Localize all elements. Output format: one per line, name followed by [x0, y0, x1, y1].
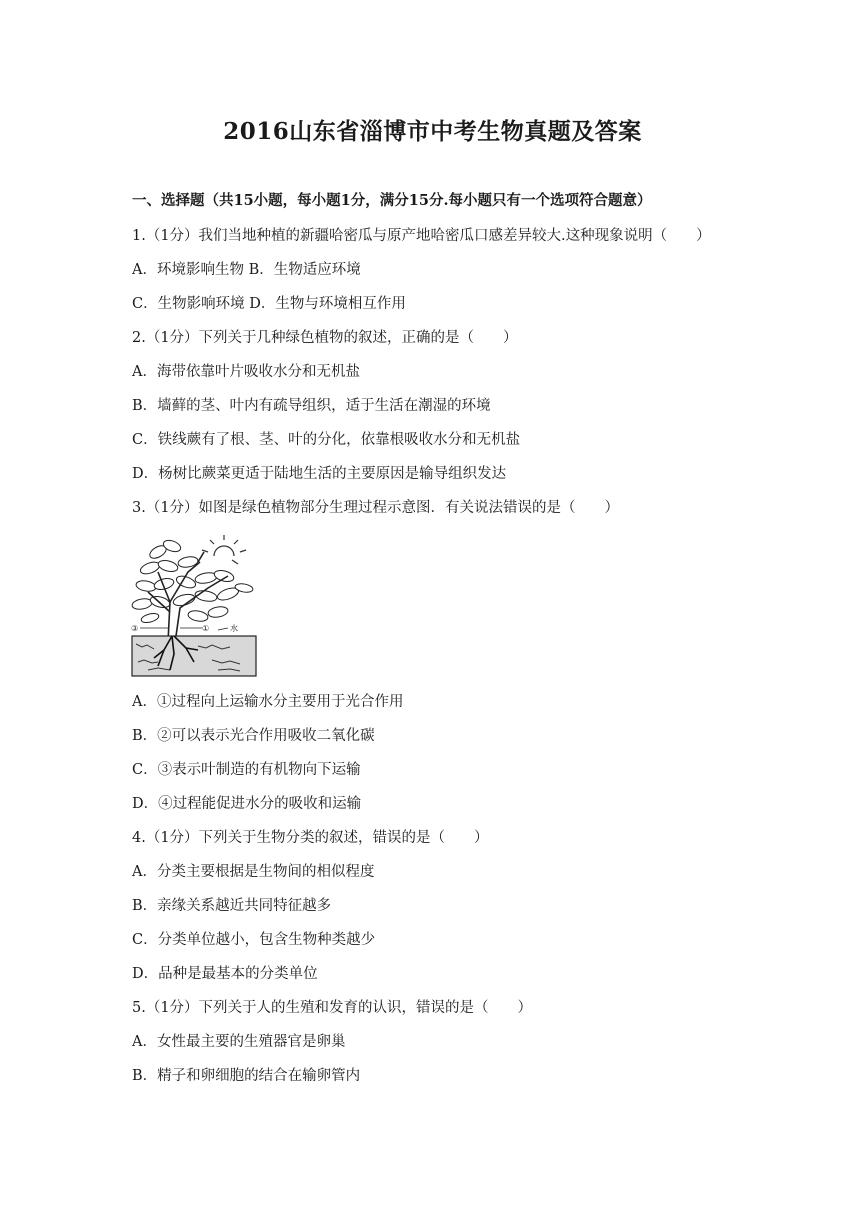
question-5-option-b: B．精子和卵细胞的结合在输卵管内 [132, 1068, 361, 1084]
plant-diagram-figure [128, 532, 262, 678]
question-2-option-d: D．杨树比蕨菜更适于陆地生活的主要原因是输导组织发达 [132, 466, 507, 482]
question-3-option-b: B．②可以表示光合作用吸收二氧化碳 [132, 728, 375, 744]
leaves [131, 538, 253, 624]
question-1-options-ab: A．环境影响生物 B．生物适应环境 [132, 262, 361, 278]
question-5-stem: 5.（1分）下列关于人的生殖和发育的认识，错误的是（ ） [132, 1000, 533, 1016]
question-4-stem: 4.（1分）下列关于生物分类的叙述，错误的是（ ） [132, 830, 489, 846]
section-heading: 一、选择题（共15小题，每小题1分，满分15分.每小题只有一个选项符合题意） [132, 192, 652, 209]
question-2-option-c: C．铁线蕨有了根、茎、叶的分化，依靠根吸收水分和无机盐 [132, 432, 521, 448]
question-5-option-a: A．女性最主要的生殖器官是卵巢 [132, 1034, 346, 1050]
question-1-options-cd: C．生物影响环境 D．生物与环境相互作用 [132, 296, 406, 312]
question-2-option-a: A．海带依靠叶片吸收水分和无机盐 [132, 364, 360, 380]
label-1: ① [202, 624, 210, 633]
question-2-option-b: B．墙藓的茎、叶内有疏导组织，适于生活在潮湿的环境 [132, 398, 491, 414]
question-1-stem: 1.（1分）我们当地种植的新疆哈密瓜与原产地哈密瓜口感差异较大.这种现象说明（ ） [132, 228, 711, 244]
question-3-option-a: A．①过程向上运输水分主要用于光合作用 [132, 694, 404, 710]
question-3-stem: 3.（1分）如图是绿色植物部分生理过程示意图．有关说法错误的是（ ） [132, 500, 620, 516]
question-4-option-c: C．分类单位越小，包含生物种类越少 [132, 932, 376, 948]
document-title: 2016山东省淄博市中考生物真题及答案 [223, 118, 642, 145]
question-2-stem: 2.（1分）下列关于几种绿色植物的叙述，正确的是（ ） [132, 330, 518, 346]
question-3-option-c: C．③表示叶制造的有机物向下运输 [132, 762, 361, 778]
label-3: ③ [131, 624, 139, 633]
label-water: 水 [230, 624, 238, 633]
question-4-option-b: B．亲缘关系越近共同特征越多 [132, 898, 332, 914]
question-4-option-d: D．品种是最基本的分类单位 [132, 966, 318, 982]
question-3-option-d: D．④过程能促进水分的吸收和运输 [132, 796, 362, 812]
sun-icon [202, 535, 246, 564]
question-4-option-a: A．分类主要根据是生物间的相似程度 [132, 864, 375, 880]
